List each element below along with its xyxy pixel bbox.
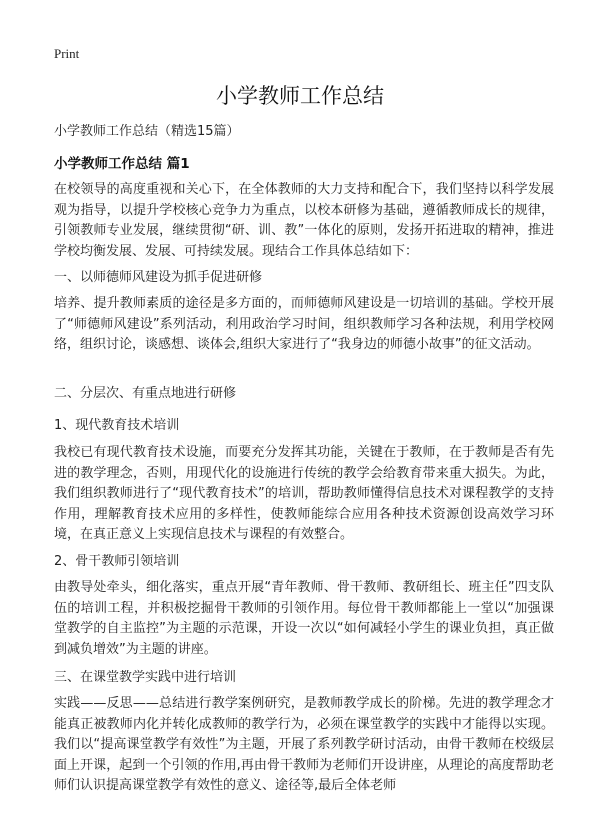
document-subtitle: 小学教师工作总结（精选15篇） [54, 124, 240, 139]
print-link[interactable]: Print [54, 46, 80, 61]
section-heading-3: 三、在课堂教学实践中进行培训 [54, 670, 237, 685]
subsection-heading-1: 1、现代教育技术培训 [54, 418, 180, 433]
intro-paragraph: 在校领导的高度重视和关心下，在全体教师的大力支持和配合下，我们坚持以科学发展观为指导，以提升学校核心竞争力为重点，以校本研修为基础，遵循教师成长的规律，引领教师专业发展，继续贯彻“研、训、教”一体化的原则，发扬开拓进取的精神，推进学校均衡发展、发展、可持续发展。现结合工作具体总结如下： [54, 182, 554, 259]
page-title: 小学教师工作总结 [216, 84, 384, 108]
subsection-1-paragraph: 我校已有现代教育技术设施，而要充分发挥其功能，关键在于教师，在于教师是否有先进的教学理念，否则，用现代化的设施进行传统的教学会给教育带来重大损失。为此，我们组织教师进行了“现代教育技术”的培训，帮助教师懂得信息技术对课程教学的支持作用，理解教育技术应用的多样性，使教师能综合应用各种技术资源创设高效学习环境，在真正意义上实现信息技术与课程的有效整合。 [54, 445, 554, 542]
section-1-paragraph: 培养、提升教师素质的途径是多方面的，而师德师风建设是一切培训的基础。学校开展了“师德师风建设”系列活动，利用政治学习时间，组织教师学习各种法规，利用学校网络，组织讨论，谈感想、谈体会,组织大家进行了“我身边的师德小故事”的征文活动。 [54, 296, 554, 352]
subsection-2-paragraph: 由教导处牵头，细化落实，重点开展“青年教师、骨干教师、教研组长、班主任”四支队伍的培训工程，并积极挖掘骨干教师的引领作用。每位骨干教师都能上一堂以“加强课堂教学的自主监控”为主题的示范课，开设一次以“如何减轻小学生的课业负担，真正做到减负增效”为主题的讲座。 [54, 580, 554, 657]
section-3-paragraph: 实践——反思——总结进行教学案例研究，是教师教学成长的阶梯。先进的教学理念才能真正被教师内化并转化成教师的教学行为，必须在课堂教学的实践中才能得以实现。我们以“提高课堂教学有效性”为主题，开展了系列教学研讨活动，由骨干教师在校级层面上开课，起到一个引领的作用,再由骨干教师为老师们开设讲座，从理论的高度帮助老师们认识提高课堂教学有效性的意义、途径等,最后全体老师 [54, 696, 554, 793]
section-heading-1: 一、以师德师风建设为抓手促进研修 [54, 270, 263, 285]
piece-heading: 小学教师工作总结 篇1 [54, 156, 190, 172]
subsection-heading-2: 2、骨干教师引领培训 [54, 554, 180, 569]
section-heading-2: 二、分层次、有重点地进行研修 [54, 386, 237, 401]
